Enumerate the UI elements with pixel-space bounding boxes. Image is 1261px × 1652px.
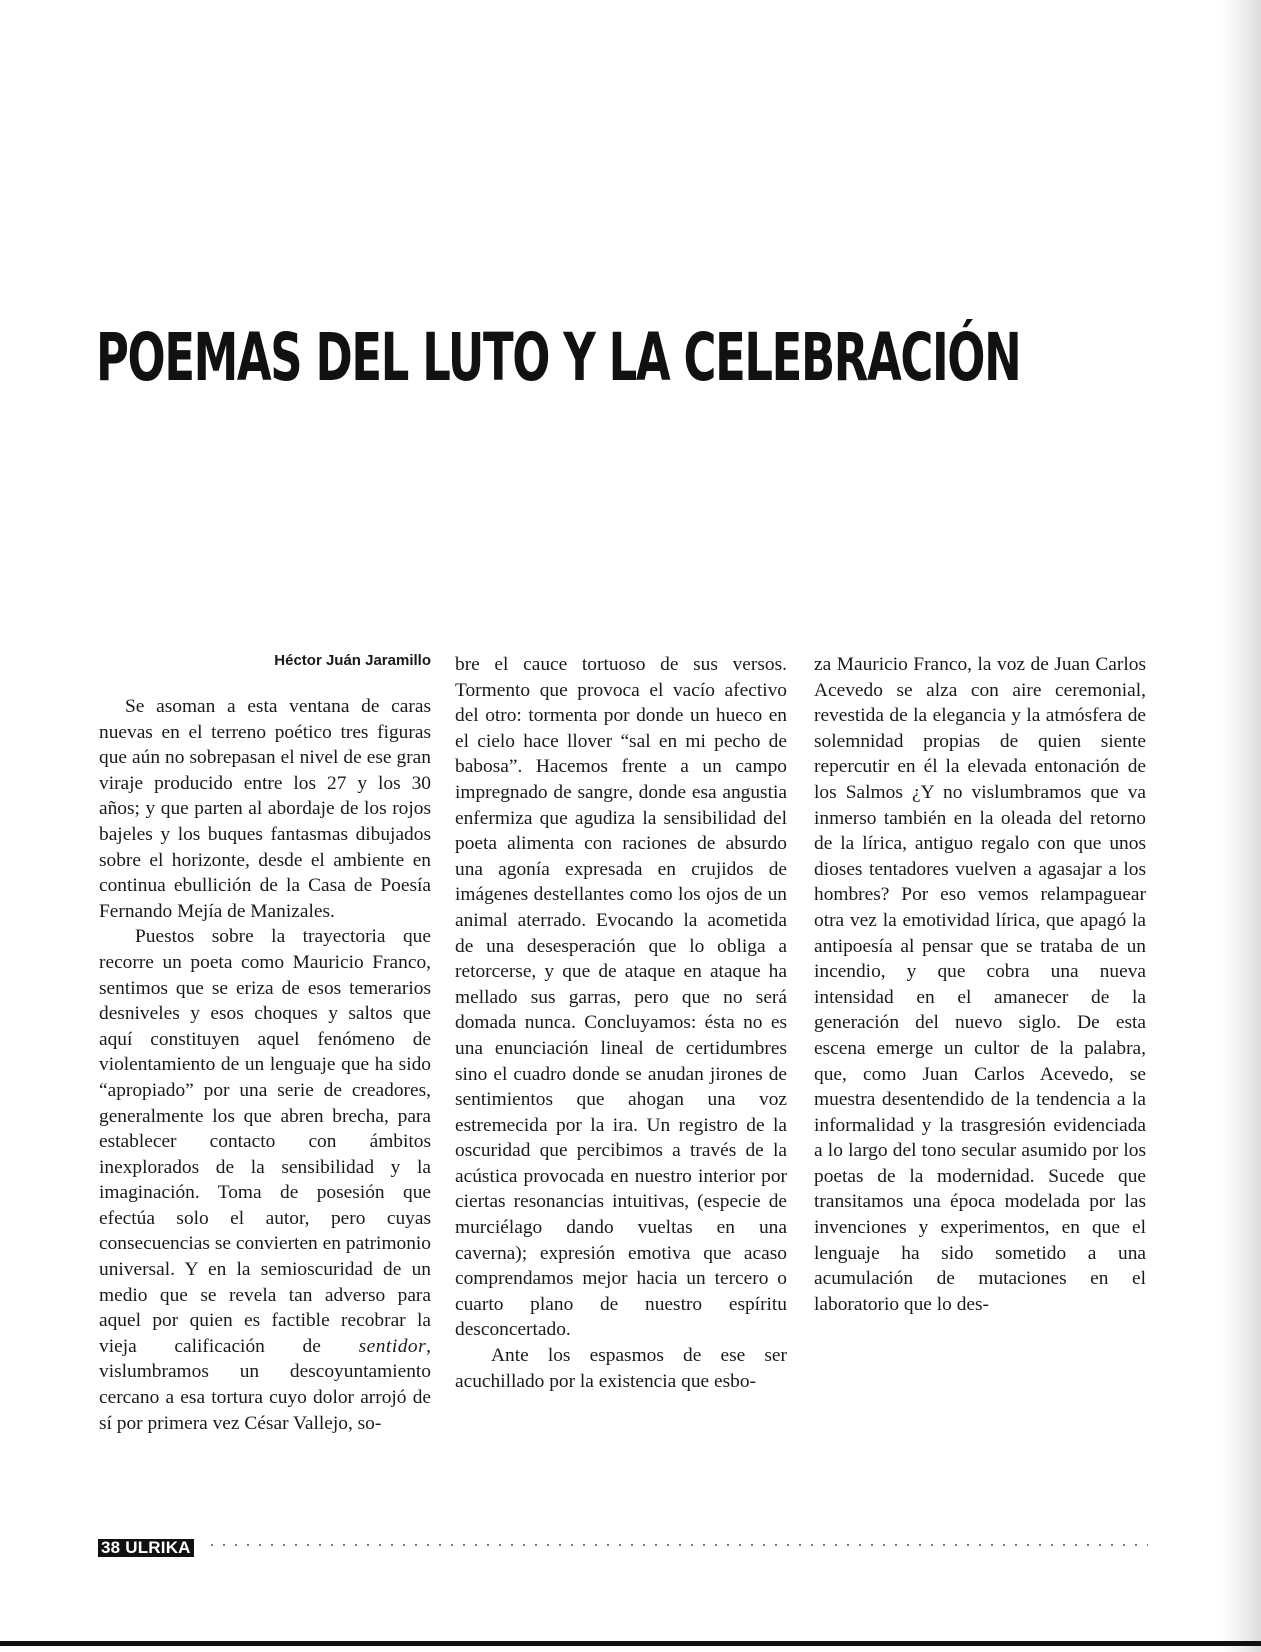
dotted-rule: [206, 1544, 1148, 1546]
article-author: Héctor Juán Jaramillo: [274, 652, 431, 669]
page-footer: [98, 1538, 1148, 1558]
page-edge-shadow: [1221, 0, 1261, 1652]
paragraph: [99, 924, 431, 1436]
paragraph: bre el cauce tortuoso de sus versos. Tormento que provoca el vacío afectivo del otro: tormenta por donde un hueco en el cielo hace llover “sal en mi pecho de babosa”. Hacemos frente a un campo impregnado de sangre, donde esa angustia enfermiza que agudiza la sensibilidad del poeta alimenta con raciones de absurdo una agonía expresada en crujidos de imágenes destellantes como los ojos de un animal aterrado. Evocando la acometida de una desesperación que lo obliga a retorcerse, y que de ataque en ataque ha mellado sus garras, pero que no será domada nunca. Concluyamos: ésta no es una enunciación lineal de certidumbres sino el cuadro donde se anudan jirones de sentimientos que ahogan una voz estremecida por la ira. Un registro de la oscuridad que percibimos a través de la acústica provocada en nuestro interior por ciertas resonancias intuitivas, (especie de murciélago dando vueltas en una caverna); expresión emotiva que acaso comprendamos mejor hacia un tercero o cuarto plano de nuestro espíritu desconcertado.: [455, 654, 787, 1341]
text-column-3: [814, 652, 1146, 1317]
paragraph: Ante los espasmos de ese ser acuchillado por la existencia que esbo-: [455, 1345, 787, 1392]
folio-badge: 38 ULRIKA: [98, 1539, 194, 1557]
text-column-2: [455, 652, 787, 1394]
text-column-1: [99, 650, 431, 1436]
paragraph-text: , vislumbramos un descoyuntamiento cercano a esa tortura cuyo dolor arrojó de sí por primera vez César Vallejo, so-: [99, 1335, 431, 1434]
paragraph: Se asoman a esta ventana de caras nuevas en el terreno poético tres figuras que aún no sobrepasan el nivel de ese gran viraje producido entre los 27 y los 30 años; y que parten al abordaje de los rojos bajeles y los buques fantasmas dibujados sobre el horizonte, desde el ambiente en continua ebullición de la Casa de Poesía Fernando Mejía de Manizales.: [99, 696, 431, 922]
italic-term: sentidor: [358, 1335, 427, 1357]
paragraph-text: Puestos sobre la trayectoria que recorre un poeta como Mauricio Franco, sentimos que se eriza de esos temerarios desniveles y esos choques y saltos que aquí constituyen aquel fenómeno de violentamiento de un lenguaje que ha sido “apropiado” por una serie de creadores, generalmente los que abren brecha, para establecer contacto con ámbitos inexplorados de la sensibilidad y la imaginación. Toma de posesión que efectúa solo el autor, pero cuyas consecuencias se convierten en patrimonio universal. Y en la semioscuridad de un medio que se revela tan adverso para aquel por quien es factible recobrar la vieja calificación de: [99, 926, 431, 1357]
bottom-border: [0, 1641, 1261, 1646]
paragraph: za Mauricio Franco, la voz de Juan Carlos Acevedo se alza con aire ceremonial, revestida de la elegancia y la atmósfera de solemnidad propias de quien siente repercutir en él la elevada entonación de los Salmos ¿Y no vislumbramos que va inmerso también en la oleada del retorno de la lírica, antiguo regalo con que unos dioses tentadores vuelven a agasajar a los hombres? Por eso vemos relampaguear otra vez la emotividad lírica, que apagó la antipoesía al pensar que se trataba de un incendio, y que cobra una nueva intensidad en el amanecer de la generación del nuevo siglo. De esta escena emerge un cultor de la palabra, que, como Juan Carlos Acevedo, se muestra desentendido de la tendencia a la informalidad y la trasgresión evidenciada a lo largo del tono secular asumido por los poetas de la modernidad. Sucede que transitamos una época modelada por las invenciones y experimentos, en que el lenguaje ha sido sometido a una acumulación de mutaciones en el laboratorio que lo des-: [814, 654, 1146, 1315]
article-title: POEMAS DEL LUTO Y LA CELEBRACIÓN: [96, 319, 1021, 396]
